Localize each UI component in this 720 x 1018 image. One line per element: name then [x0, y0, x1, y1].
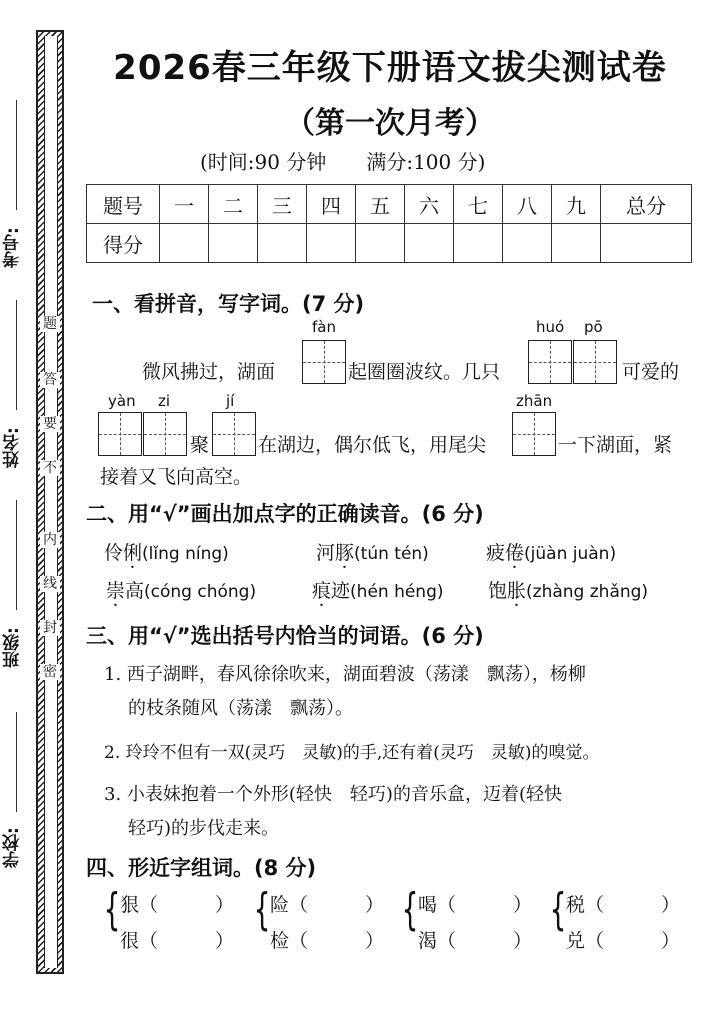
- warning-char: 题: [40, 316, 60, 332]
- warning-char: 答: [40, 372, 60, 388]
- section3-heading: 三、用“√”选出括号内恰当的词语。(6 分): [86, 624, 484, 648]
- word-blank[interactable]: 险（ ）: [270, 894, 385, 916]
- question-text: 2. 玲玲不但有一双(灵巧 灵敏)的手,还有着(灵巧 灵敏)的嗅觉。: [104, 743, 600, 763]
- score-cell[interactable]: [307, 224, 356, 263]
- score-cell[interactable]: [160, 224, 209, 263]
- write-box[interactable]: [512, 412, 556, 456]
- word-blank[interactable]: 喝（ ）: [418, 894, 533, 916]
- pronunciation-item: 河豚(tún tén): [316, 542, 429, 564]
- score-table: [86, 184, 692, 263]
- column-header: 四: [307, 185, 356, 224]
- score-cell[interactable]: [209, 224, 258, 263]
- pinyin-po: pō: [584, 318, 603, 336]
- text-segment: 在湖边，偶尔低飞，用尾尖: [258, 434, 487, 456]
- page-title: 2026春三年级下册语文拔尖测试卷: [113, 48, 667, 88]
- class-label: 班级:: [3, 627, 23, 669]
- question-text: 的枝条随风（荡漾 飘荡）。: [128, 698, 353, 719]
- word-blank[interactable]: 狠（ ）: [120, 894, 235, 916]
- column-header: 一: [160, 185, 209, 224]
- row-label: 得分: [87, 224, 160, 263]
- pronunciation-item: 饱胀(zhàng zhǎng): [488, 580, 649, 602]
- brace-icon: {: [549, 884, 567, 935]
- warning-char: 线: [40, 576, 60, 592]
- pinyin-huo: huó: [536, 318, 565, 336]
- binding-strip-inner: [44, 36, 58, 968]
- pinyin-ji: jí: [226, 392, 235, 410]
- score-cell[interactable]: [258, 224, 307, 263]
- column-header: 七: [454, 185, 503, 224]
- column-header: 八: [503, 185, 552, 224]
- pinyin-zi: zi: [158, 392, 171, 410]
- write-box[interactable]: [98, 412, 142, 456]
- table-row: [87, 185, 692, 224]
- brace-icon: {: [253, 884, 271, 935]
- score-cell[interactable]: [503, 224, 552, 263]
- text-segment: 可爱的: [622, 361, 680, 383]
- column-header: 五: [356, 185, 405, 224]
- score-cell[interactable]: [405, 224, 454, 263]
- name-line[interactable]: [16, 300, 17, 410]
- column-header: 六: [405, 185, 454, 224]
- text-segment: 一下湖面，紧: [558, 434, 673, 456]
- column-header: 总分: [601, 185, 692, 224]
- column-header: 九: [552, 185, 601, 224]
- text-segment: 聚: [190, 434, 210, 456]
- score-cell[interactable]: [552, 224, 601, 263]
- exam-no-label: 考号:: [3, 227, 23, 269]
- table-row: [87, 224, 692, 263]
- text-segment: 微风拂过，湖面: [142, 361, 276, 383]
- pinyin-fan: fàn: [312, 318, 336, 336]
- word-blank[interactable]: 很（ ）: [120, 930, 235, 952]
- write-box[interactable]: [528, 340, 572, 384]
- word-blank[interactable]: 兑（ ）: [566, 930, 681, 952]
- write-box[interactable]: [573, 340, 617, 384]
- score-cell[interactable]: [356, 224, 405, 263]
- word-blank[interactable]: 税（ ）: [566, 894, 681, 916]
- warning-char: 密: [40, 664, 60, 680]
- text-segment: 起圈圈波纹。几只: [348, 361, 501, 383]
- pronunciation-item: 痕迹(hén héng): [312, 580, 444, 602]
- warning-char: 内: [40, 532, 60, 548]
- question-text: 3. 小表妹抱着一个外形(轻快 轻巧)的音乐盒，迈着(轻快: [104, 784, 562, 805]
- section1-heading: 一、看拼音，写字词。(7 分): [92, 292, 365, 316]
- name-label: 姓名:: [3, 427, 23, 469]
- write-box[interactable]: [143, 412, 187, 456]
- row-label: 题号: [87, 185, 160, 224]
- pronunciation-item: 疲倦(jüàn juàn): [486, 542, 617, 564]
- brace-icon: {: [103, 884, 121, 935]
- pronunciation-item: 崇高(cóng chóng): [106, 580, 257, 602]
- page-subtitle: （第一次月考）: [285, 106, 495, 141]
- pinyin-zhan: zhān: [516, 392, 553, 410]
- time-info: (时间:90 分钟 满分:100 分): [200, 150, 486, 174]
- score-cell[interactable]: [601, 224, 692, 263]
- school-line[interactable]: [16, 712, 17, 812]
- write-box[interactable]: [302, 340, 346, 384]
- pinyin-yan: yàn: [108, 392, 136, 410]
- section2-heading: 二、用“√”画出加点字的正确读音。(6 分): [86, 502, 484, 526]
- score-cell[interactable]: [454, 224, 503, 263]
- brace-icon: {: [401, 884, 419, 935]
- exam-no-line[interactable]: [16, 100, 17, 210]
- pronunciation-item: 伶俐(lǐng níng): [104, 542, 229, 564]
- column-header: 三: [258, 185, 307, 224]
- write-box[interactable]: [212, 412, 256, 456]
- warning-char: 不: [40, 460, 60, 476]
- warning-char: 封: [40, 620, 60, 636]
- question-text: 轻巧)的步伐走来。: [128, 818, 280, 839]
- class-line[interactable]: [16, 500, 17, 610]
- question-text: 1. 西子湖畔，春风徐徐吹来，湖面碧波（荡漾 飘荡），杨柳: [104, 664, 586, 685]
- text-segment: 接着又飞向高空。: [100, 466, 253, 488]
- word-blank[interactable]: 渴（ ）: [418, 930, 533, 952]
- word-blank[interactable]: 检（ ）: [270, 930, 385, 952]
- column-header: 二: [209, 185, 258, 224]
- section4-heading: 四、形近字组词。(8 分): [86, 856, 317, 880]
- school-label: 学校:: [3, 827, 23, 869]
- warning-char: 要: [40, 416, 60, 432]
